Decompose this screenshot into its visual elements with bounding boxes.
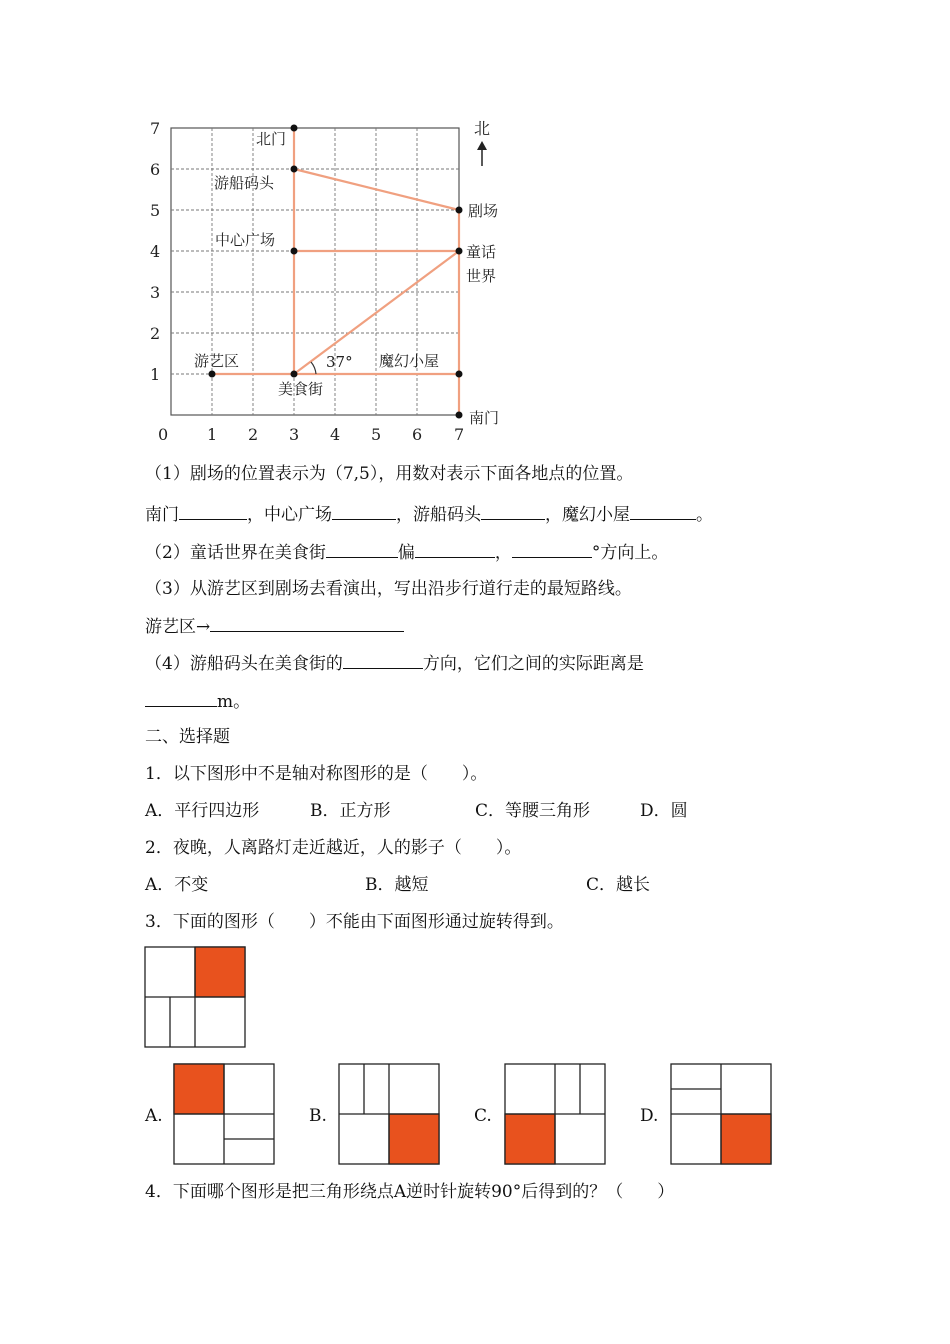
y-tick-3: 3 xyxy=(150,283,161,302)
q1-magic-house-label: ，魔幻小屋 xyxy=(545,505,630,525)
label-theater: 剧场 xyxy=(468,202,499,220)
label-fairy-tale-1: 童话 xyxy=(466,243,497,261)
q2-blank-2[interactable] xyxy=(415,539,495,558)
q2-blank-1[interactable] xyxy=(326,539,398,558)
choice-3-option-c-label[interactable]: C. xyxy=(474,1106,492,1126)
choice-1-option-c[interactable]: C．等腰三角形 xyxy=(475,801,591,821)
choice-3-original-figure xyxy=(144,946,246,1048)
choice-2-option-a[interactable]: A．不变 xyxy=(145,875,209,895)
q2-part-a: （2）童话世界在美食街 xyxy=(145,543,326,563)
label-angle: 37° xyxy=(326,353,353,371)
label-fairy-tale-2: 世界 xyxy=(466,267,497,285)
choice-1-option-b[interactable]: B．正方形 xyxy=(310,801,391,821)
label-amusement: 游艺区 xyxy=(194,352,240,370)
q1-blank-4[interactable] xyxy=(630,501,696,520)
choice-3-option-d-label[interactable]: D. xyxy=(640,1106,659,1126)
label-magic-house: 魔幻小屋 xyxy=(379,352,440,370)
q1-boat-dock-label: ，游船码头 xyxy=(396,505,481,525)
x-tick-2: 2 xyxy=(248,425,259,444)
x-tick-1: 1 xyxy=(207,425,218,444)
angle-arc xyxy=(311,362,316,374)
q1-center-square-label: ，中心广场 xyxy=(247,505,332,525)
choice-3-option-c-figure[interactable] xyxy=(504,1063,606,1165)
choice-3-option-a-label[interactable]: A. xyxy=(145,1106,163,1126)
q2-blank-3[interactable] xyxy=(512,539,592,558)
section-2-title: 二、选择题 xyxy=(145,727,230,747)
label-boat-dock: 游船码头 xyxy=(214,174,275,192)
y-tick-1: 1 xyxy=(150,365,161,384)
park-map xyxy=(140,110,520,450)
q1-blank-1[interactable] xyxy=(179,501,247,520)
q1-south-gate-label: 南门 xyxy=(145,505,179,525)
choice-2-text: 2．夜晚，人离路灯走近越近，人的影子（ ）。 xyxy=(145,838,522,858)
choice-2-option-b[interactable]: B．越短 xyxy=(365,875,429,895)
q4-line-2 xyxy=(145,688,250,714)
q2-part-d: °方向上。 xyxy=(591,543,669,563)
q2-part-b: 偏 xyxy=(397,543,415,563)
q3-start: 游艺区→ xyxy=(145,617,211,637)
x-tick-4: 4 xyxy=(330,425,341,444)
q4-line xyxy=(145,650,644,676)
q3-text: （3）从游艺区到剧场去看演出，写出沿步行道行走的最短路线。 xyxy=(145,579,632,599)
q1-end: 。 xyxy=(696,505,713,525)
choice-3-option-b-label[interactable]: B. xyxy=(309,1106,327,1126)
choice-3-option-b-figure[interactable] xyxy=(338,1063,440,1165)
label-north-gate: 北门 xyxy=(256,130,287,148)
label-south-gate: 南门 xyxy=(469,409,500,427)
choice-3-option-d-figure[interactable] xyxy=(670,1063,772,1165)
x-tick-6: 6 xyxy=(412,425,423,444)
choice-3-option-a-figure[interactable] xyxy=(173,1063,275,1165)
q4-blank-2[interactable] xyxy=(145,688,217,707)
north-arrowhead-icon xyxy=(477,141,487,150)
q1-blank-2[interactable] xyxy=(332,501,396,520)
y-tick-2: 2 xyxy=(150,324,161,343)
map-routes xyxy=(212,128,459,415)
q3-route-line xyxy=(145,613,404,639)
north-label: 北 xyxy=(474,119,491,138)
q2-part-c: ， xyxy=(494,543,512,563)
x-tick-7: 7 xyxy=(454,425,465,444)
x-tick-3: 3 xyxy=(289,425,300,444)
choice-1-text: 1．以下图形中不是轴对称图形的是（ ）。 xyxy=(145,764,488,784)
q4-blank-1[interactable] xyxy=(343,650,423,669)
q4-part-a: （4）游船码头在美食街的 xyxy=(145,654,343,674)
q2-line xyxy=(145,539,668,565)
q1-answers xyxy=(145,501,713,527)
x-tick-5: 5 xyxy=(371,425,382,444)
x-tick-0: 0 xyxy=(158,425,169,444)
y-tick-6: 6 xyxy=(150,160,161,179)
q4-part-c: m。 xyxy=(217,692,251,712)
y-tick-4: 4 xyxy=(150,242,161,261)
label-center-square: 中心广场 xyxy=(215,231,276,249)
y-tick-7: 7 xyxy=(150,119,161,138)
q1-blank-3[interactable] xyxy=(481,501,545,520)
choice-2-option-c[interactable]: C．越长 xyxy=(586,875,651,895)
y-tick-5: 5 xyxy=(150,201,161,220)
q4-part-b: 方向，它们之间的实际距离是 xyxy=(422,654,644,674)
q3-route-blank[interactable] xyxy=(210,613,404,632)
choice-1-option-d[interactable]: D．圆 xyxy=(640,801,688,821)
choice-1-option-a[interactable]: A．平行四边形 xyxy=(145,801,260,821)
choice-3-text: 3．下面的图形（ ）不能由下面图形通过旋转得到。 xyxy=(145,912,564,932)
q1-text: （1）剧场的位置表示为（7,5），用数对表示下面各地点的位置。 xyxy=(145,464,634,484)
choice-4-text: 4．下面哪个图形是把三角形绕点A逆时针旋转90°后得到的？（ ） xyxy=(145,1182,675,1202)
label-food-street: 美食街 xyxy=(278,380,324,398)
